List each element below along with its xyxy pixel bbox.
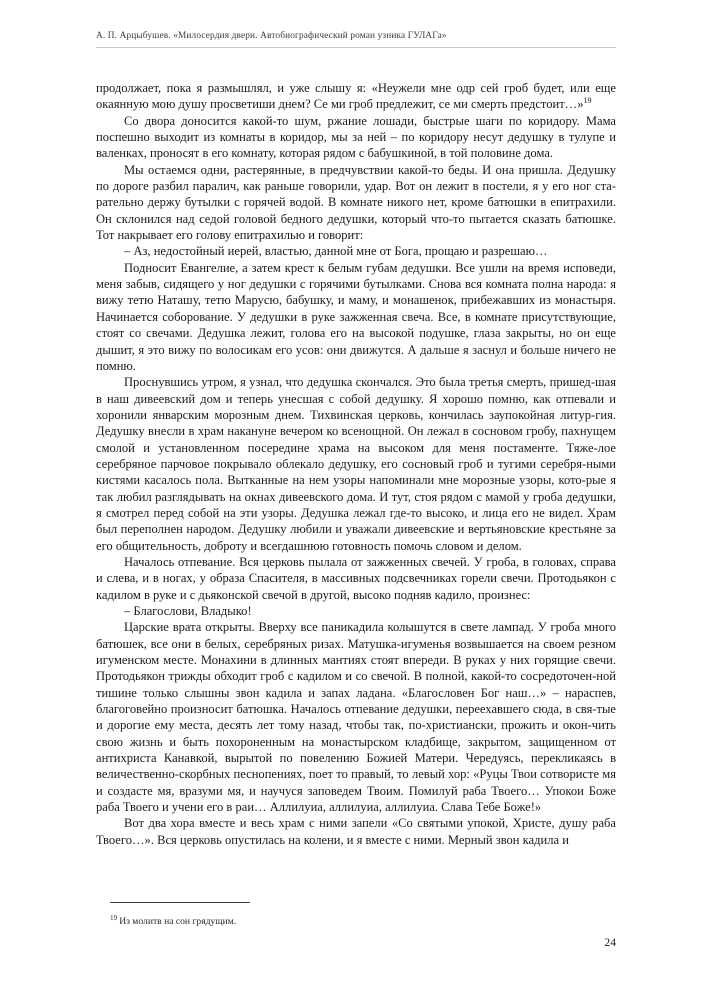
paragraph-10: Вот два хора вместе и весь храм с ними запели «Со святыми упокой, Христе, душу раба Твоего…». Вся церковь опустилась на колени, и я вместе с ними. Мерный звон кадила и	[96, 816, 616, 847]
page-number: 24	[604, 936, 616, 949]
paragraph-2: Со двора доносится какой-то шум, ржание лошади, быстрые шаги по коридору. Мама поспешно выходит из комнаты в коридор, мы за ней – по коридору несут дедушку в тулупе и валенках, проносят в его комнату, которая рядом с бабушкиной, в той половине дома.	[96, 113, 616, 161]
paragraph-3: Мы остаемся одни, растерянные, в предчувствии какой-то беды. И она пришла. Дедушку по дороге разбил паралич, как раньше говорили, удар. Вот он лежит в постели, я у его ног ста-рательно держу бутылки с горячей водой. В комнате никого нет, кроме батюшки в епитрахили. Он склонился над седой головой бедного дедушки, который что-то пытается сказать батюшке. Тот накрывает его голову епитрахилью и говорит:	[96, 162, 616, 243]
paragraph-9: Царские врата открыты. Вверху все паникадила колышутся в свете лампад. У гроба много батюшек, все они в белых, серебряных ризах. Матушка-игуменья возвышается на своем резном игуменском месте. Монахини в длинных мантиях стоят впереди. В руках у них горящие свечи. Протодьякон трижды обходит гроб с кадилом и со свечой. В полной, какой-то сосредоточен-ной тишине только слышны звон кадила и запах ладана. «Благословен Бог наш…» – нараспев, благоговейно произносит батюшка. Началось отпевание дедушки, переехавшего сюда, в свя-тые и дорогие ему места, десять лет тому назад, чтобы так, по-христиански, прожить и окон-чить свою жизнь и быть похороненным на монастырском кладбище, закрытом, защищенном от антихриста Канавкой, вырытой по повелению Божией Матери. Чередуясь, перекликаясь в величественно-скорбных песнопениях, поет то правый, то левый хор: «Руцы Твои сотвористе мя и создасте мя, вразуми мя, и научуся заповедем Твоим. Помилуй раба Твоего… Упокои Боже раба Твоего и учени его в раи… Аллилуиа, аллилуиа, аллилуиа. Слава Тебе Боже!»	[96, 620, 616, 815]
paragraph-6: Проснувшись утром, я узнал, что дедушка скончался. Это была третья смерть, пришед-шая в наш дивеевский дом и теперь унесшая с собой дедушку. Я хорошо помню, как отпевали и хоронили январским морозным днем. Тихвинская церковь, кончилась заупокойная литур-гия. Дедушку внесли в храм накануне вечером ко всенощной. Он лежал в сосновом гробу, пахнущем смолой и установленном посередине храма на высоком для меня постаменте. Тяже-лое серебряное парчовое покрывало облекало дедушку, его сосновый гроб и тугими серебря-ными кистями касалось пола. Вытканные на нем узоры напоминали мне морозные узоры, кото-рые я так любил разглядывать на окнах дивеевского дома. И тут, стоя рядом с мамой у гроба дедушки, я смотрел перед собой на эти узоры. Дедушка лежал где-то высоко, и лица его не видел. Храм был переполнен народом. Дедушку любили и уважали дивеевские и вертьяновские крестьяне за его общительность, доброту и всегдашнюю готовность помочь словом и делом.	[96, 375, 616, 553]
footnote-marker-19: 19	[583, 96, 592, 106]
body-text-block	[96, 80, 616, 848]
running-head-text: А. П. Арцыбушев. «Милосердия двери. Автобиографический роман узника ГУЛАГа»	[96, 31, 447, 41]
paragraph-8-dialogue: – Благослови, Владыко!	[124, 604, 252, 618]
paragraph-1	[96, 80, 616, 113]
footnote-text: Из молитв на сон грядущим.	[119, 916, 237, 927]
paragraph-4-dialogue: – Аз, недостойный иерей, властью, данной мне от Бога, прощаю и разрешаю…	[124, 244, 548, 259]
header-divider	[96, 47, 616, 48]
paragraph-5: Подносит Евангелие, а затем крест к белым губам дедушки. Все ушли на время исповеди, меня забыв, сидящего у ног дедушки с горячими бутылками. Снова вся комната полна народа: я вижу тетю Наташу, тетю Марусю, бабушку, и маму, и монашенок, прибежавших из монастыря. Начинается соборование. У дедушки в руке зажженная свеча. Все, в комнате присутствующие, стоят со свечами. Дедушка лежит, голова его на высокой подушке, глаза закрыты, но он еще дышит, я это вижу по волосикам его усов: они движутся. А дальше я заснул и больше ничего не помню.	[96, 260, 616, 373]
footnote	[110, 915, 610, 928]
footnote-number: 19	[110, 913, 118, 922]
footnote-separator	[110, 902, 250, 903]
paragraph-1-text: продолжает, пока я размышлял, и уже слышу я: «Неужели мне одр сей гроб будет, или еще окаянную мою душу просветиши днем? Се ми гроб предлежит, се ми смерть предстоит…»	[96, 81, 616, 112]
running-head	[96, 30, 616, 43]
paragraph-7: Началось отпевание. Вся церковь пылала от зажженных свечей. У гроба, в головах, справа и слева, и в ногах, у образа Спасителя, в массивных подсвечниках горели свечи. Протодьякон с кадилом в руке и с дьяконской свечой в другой, высоко подняв кадило, произнес:	[96, 554, 616, 602]
